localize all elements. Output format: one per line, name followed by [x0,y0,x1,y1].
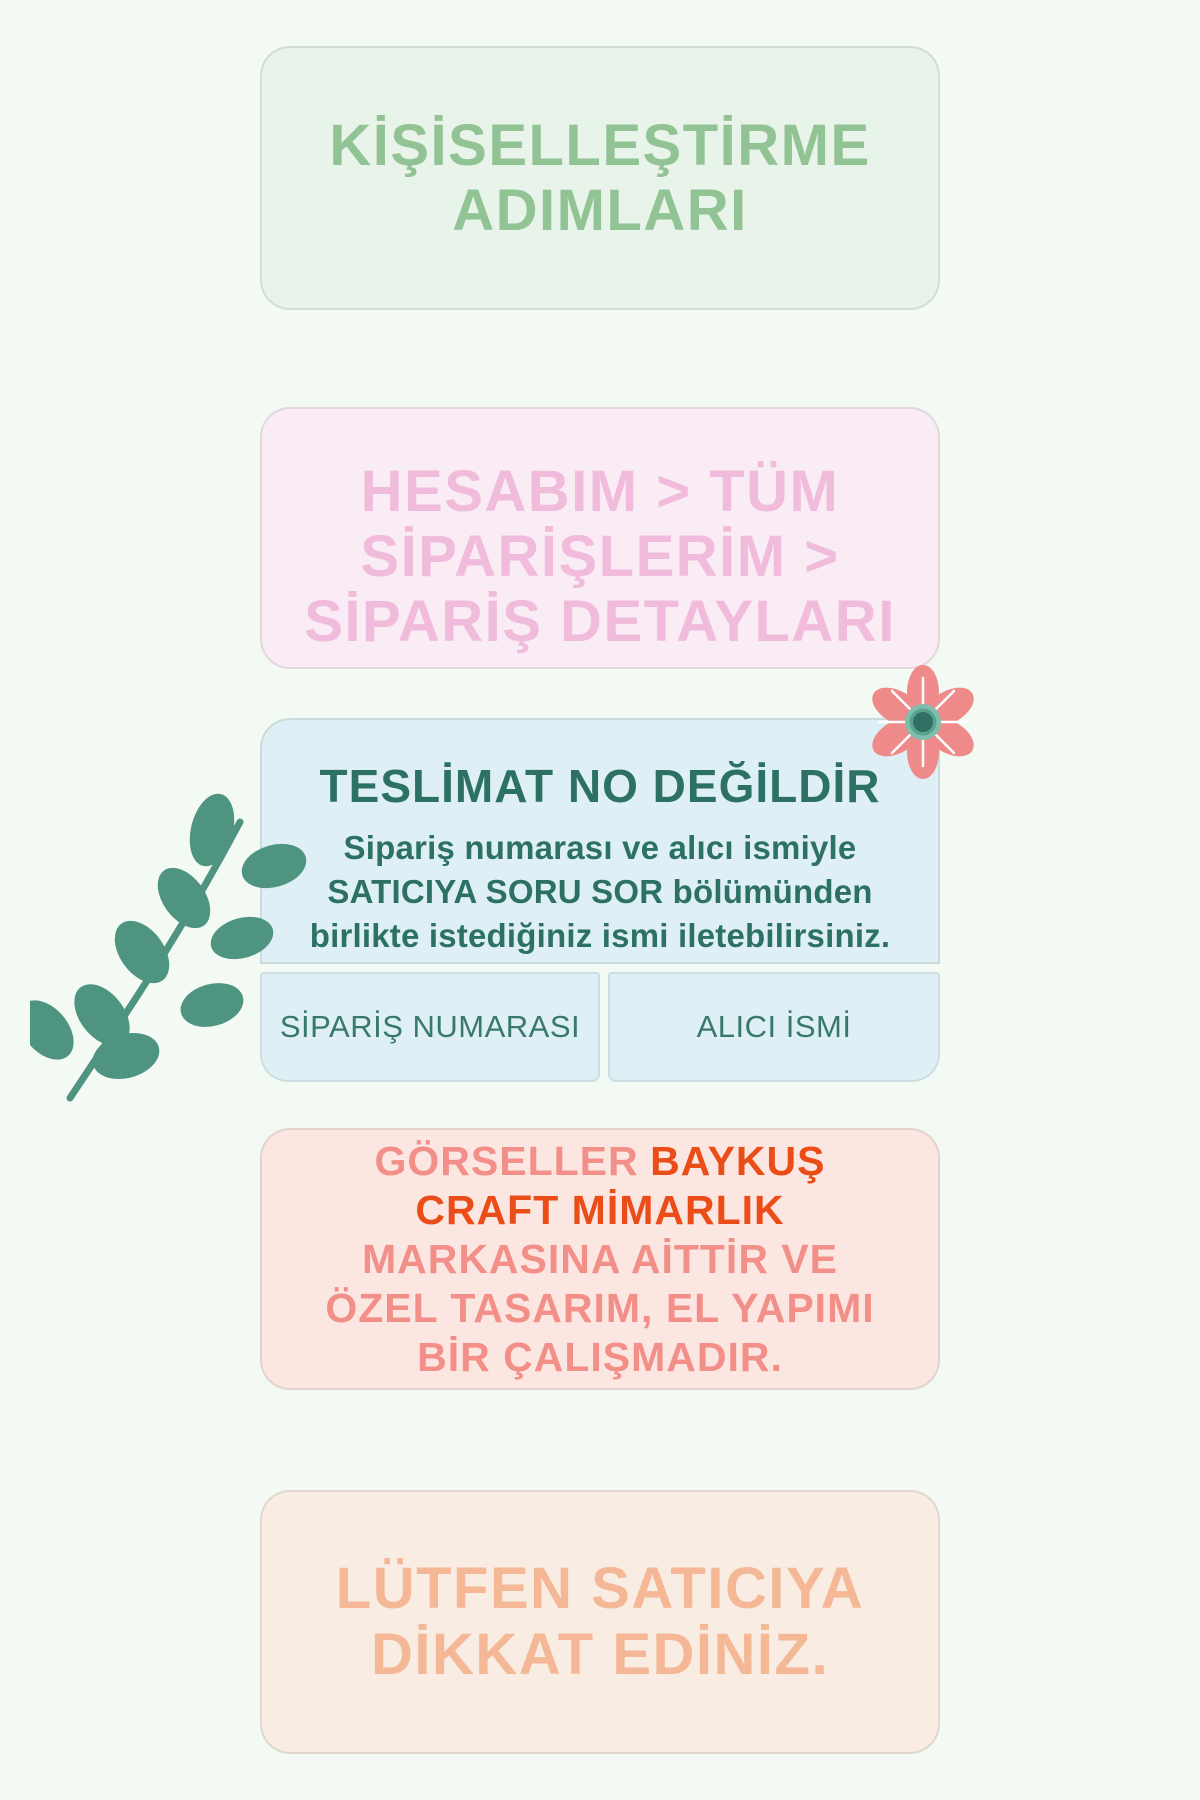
personalization-steps-card [260,46,940,310]
navigation-line-3: SİPARİŞ DETAYLARI [304,589,896,654]
recipient-name-cell [608,972,940,1082]
delivery-body-line-3: birlikte istediğiniz ismi iletebilirsiniz. [309,917,891,954]
attention-card [260,1490,940,1754]
navigation-line-1: HESABIM > TÜM [360,459,840,524]
leaf-branch-icon [30,780,340,1110]
copyright-line-3: MARKASINA AİTTİR VE [361,1235,839,1282]
delivery-note-title: TESLİMAT NO DEĞİLDİR [319,760,881,812]
navigation-path-card [260,407,940,669]
recipient-name-label: ALICI İSMİ [696,1009,852,1044]
navigation-line-2: SİPARİŞLERİM > [360,524,840,589]
copyright-line-4: ÖZEL TASARIM, EL YAPIMI [325,1284,875,1331]
copyright-line-1 [375,1137,826,1186]
order-number-label: SİPARİŞ NUMARASI [279,1009,581,1044]
personalization-line-2: ADIMLARI [452,178,748,243]
attention-line-1: LÜTFEN SATICIYA [335,1556,865,1621]
delivery-cells-row [260,972,940,1082]
delivery-note-body [310,826,891,958]
delivery-body-line-2: SATICIYA SORU SOR bölümünden [327,873,873,910]
copyright-card [260,1128,940,1390]
copyright-line-2-brand: CRAFT MİMARLIK [415,1186,785,1233]
delivery-note-card [260,718,940,964]
copyright-line1-prefix: GÖRSELLER [374,1137,639,1184]
attention-line-2: DİKKAT EDİNİZ. [370,1622,830,1687]
copyright-line1-brand: BAYKUŞ [650,1137,826,1184]
flower-icon [855,655,995,795]
copyright-line-5: BİR ÇALIŞMADIR. [417,1333,783,1380]
personalization-line-1: KİŞİSELLEŞTİRME [329,113,871,178]
delivery-body-line-1: Sipariş numarası ve alıcı ismiyle [343,829,857,866]
